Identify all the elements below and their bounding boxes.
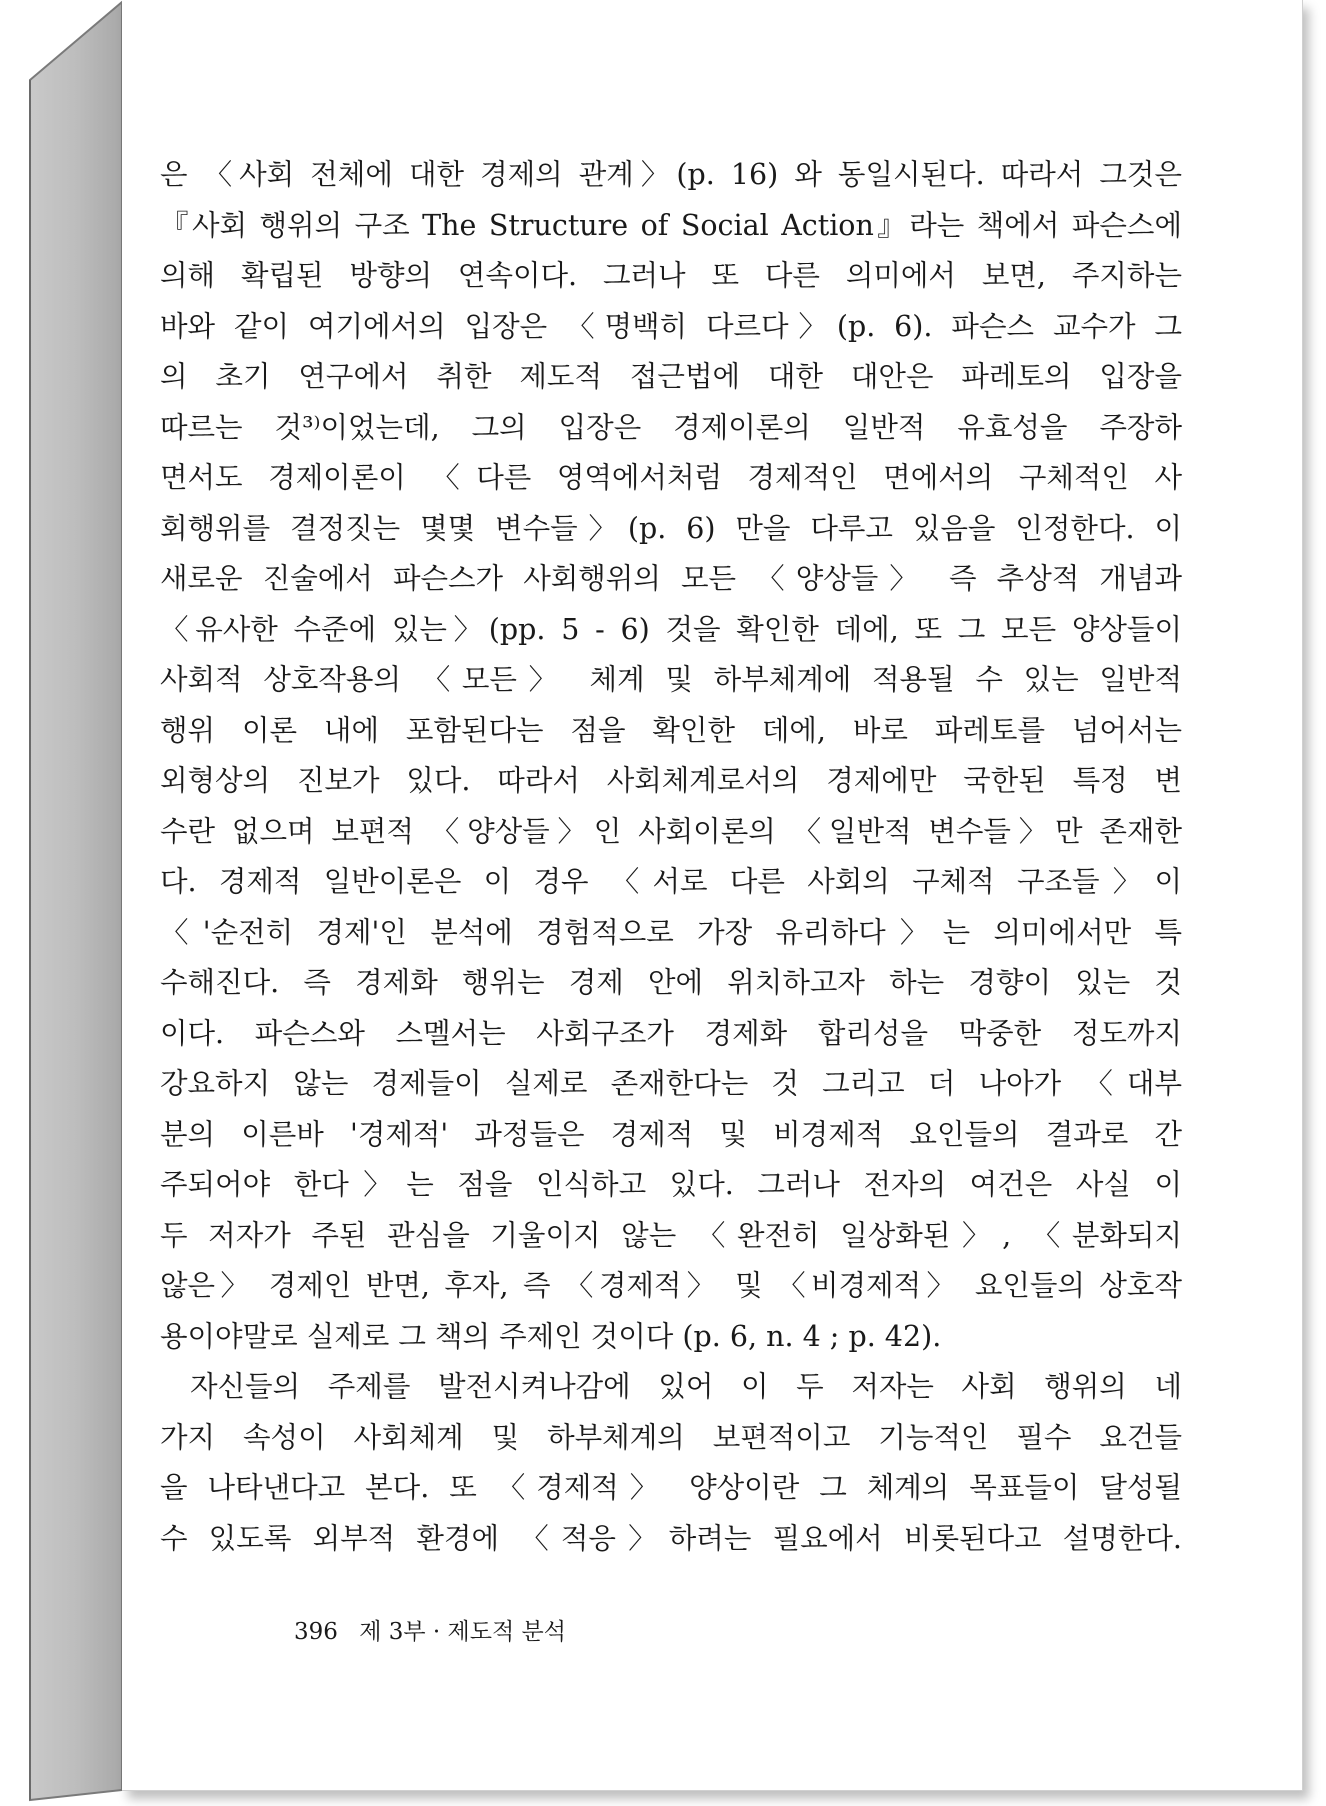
text-line: 의해 확립된 방향의 연속이다. 그러나 또 다른 의미에서 보면, 주지하는 — [160, 259, 1182, 292]
text-line: 〈'순전히 경제'인 분석에 경험적으로 가장 유리하다〉는 의미에서만 특 — [160, 915, 1182, 949]
text-line: 바와 같이 여기에서의 입장은 〈명백히 다르다〉(p. 6). 파슨스 교수가 그 — [160, 309, 1182, 343]
text-line: 이다. 파슨스와 스멜서는 사회구조가 경제화 합리성을 막중한 정도까지 — [160, 1016, 1182, 1050]
text-line: 않은〉 경제인 반면, 후자, 즉 〈경제적〉 및 〈비경제적〉 요인들의 상호작 — [160, 1269, 1182, 1302]
text-line: 다. 경제적 일반이론은 이 경우 〈서로 다른 사회의 구체적 구조들〉이 — [160, 865, 1182, 898]
text-line: 면서도 경제이론이 〈다른 영역에서처럼 경제적인 면에서의 구체적인 사 — [160, 461, 1182, 494]
text-line: 은 〈사회 전체에 대한 경제의 관계〉(p. 16) 와 동일시된다. 따라서 그것은 — [160, 158, 1182, 191]
text-line: 수란 없으며 보편적 〈양상들〉인 사회이론의 〈일반적 변수들〉만 존재한 — [160, 814, 1182, 848]
text-line: 수해진다. 즉 경제화 행위는 경제 안에 위치하고자 하는 경향이 있는 것 — [160, 966, 1182, 999]
book-spine-edge — [0, 0, 140, 1806]
text-line: 회행위를 결정짓는 몇몇 변수들〉(p. 6) 만을 다루고 있음을 인정한다. 이 — [160, 511, 1182, 545]
text-line: 주되어야 한다〉는 점을 인식하고 있다. 그러나 전자의 여건은 사실 이 — [160, 1168, 1182, 1201]
text-line: 을 나타낸다고 본다. 또 〈경제적〉 양상이란 그 체계의 목표들이 달성될 — [160, 1471, 1182, 1504]
page-footer — [294, 1613, 566, 1646]
text-line: 따르는 것³⁾이었는데, 그의 입장은 경제이론의 일반적 유효성을 주장하 — [160, 410, 1182, 444]
text-line: 용이야말로 실제로 그 책의 주제인 것이다 (p. 6, n. 4 ; p. 42). — [160, 1319, 942, 1353]
body-text — [160, 150, 1182, 1564]
text-line: 분의 이른바 '경제적' 과정들은 경제적 및 비경제적 요인들의 결과로 간 — [160, 1117, 1182, 1151]
text-line: 두 저자가 주된 관심을 기울이지 않는 〈완전히 일상화된〉, 〈분화되지 — [160, 1218, 1182, 1252]
text-line: 의 초기 연구에서 취한 제도적 접근법에 대한 대안은 파레토의 입장을 — [160, 360, 1182, 393]
page-number: 396 — [294, 1619, 338, 1645]
text-line: 새로운 진술에서 파슨스가 사회행위의 모든 〈양상들〉 즉 추상적 개념과 — [160, 562, 1182, 595]
text-line: 가지 속성이 사회체계 및 하부체계의 보편적이고 기능적인 필수 요건들 — [160, 1420, 1182, 1454]
text-line: 〈유사한 수준에 있는〉(pp. 5 - 6) 것을 확인한 데에, 또 그 모든 양상들이 — [160, 612, 1182, 646]
text-line: 행위 이론 내에 포함된다는 점을 확인한 데에, 바로 파레토를 넘어서는 — [160, 713, 1182, 747]
section-title: 제 3부 · 제도적 분석 — [359, 1619, 566, 1645]
text-line: 강요하지 않는 경제들이 실제로 존재한다는 것 그리고 더 나아가 〈대부 — [160, 1067, 1182, 1100]
text-line: 사회적 상호작용의 〈모든〉 체계 및 하부체계에 적용될 수 있는 일반적 — [160, 663, 1182, 696]
text-line: 수 있도록 외부적 환경에 〈적응〉하려는 필요에서 비롯된다고 설명한다. — [160, 1521, 1182, 1555]
paragraph-start-line: 자신들의 주제를 발전시켜나감에 있어 이 두 저자는 사회 행위의 네 — [190, 1370, 1182, 1403]
text-line: 『사회 행위의 구조 The Structure of Social Action』라는 책에서 파슨스에 — [160, 208, 1182, 242]
text-line: 외형상의 진보가 있다. 따라서 사회체계로서의 경제에만 국한된 특정 변 — [160, 764, 1182, 797]
